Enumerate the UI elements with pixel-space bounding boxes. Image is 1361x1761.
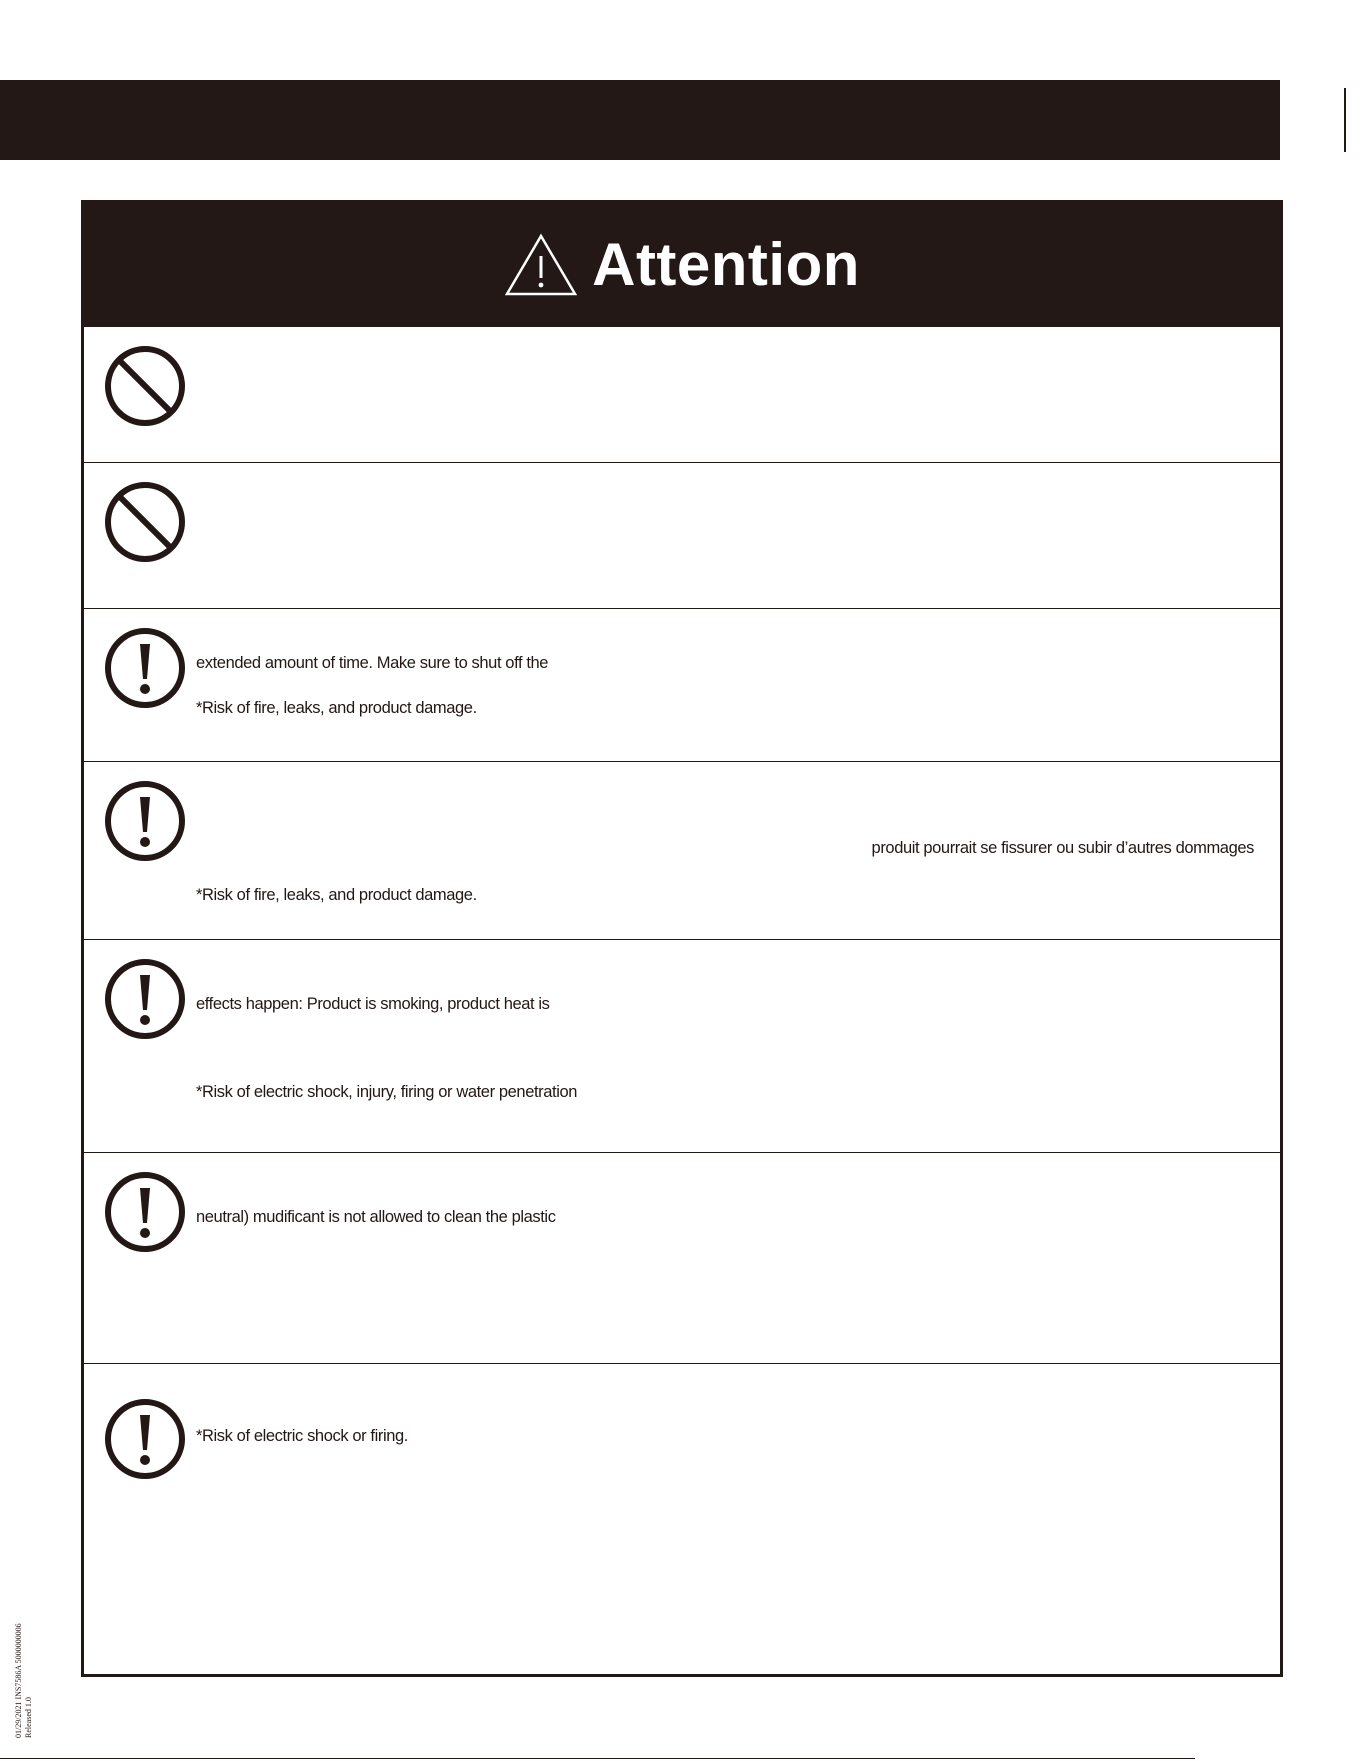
top-banner-bar [0, 80, 1280, 160]
bottom-rule [0, 1758, 1195, 1759]
risk-note: *Risk of fire, leaks, and product damage. [196, 886, 477, 904]
notice-row-4 [84, 762, 1280, 940]
risk-note: *Risk of electric shock, injury, firing or water penetration [196, 1083, 578, 1101]
document-code-note [14, 1623, 34, 1738]
prohibited-icon [104, 481, 186, 563]
risk-note: *Risk of electric shock or firing. [196, 1427, 408, 1445]
exclamation-circle-icon [104, 958, 186, 1040]
notice-row-7 [84, 1364, 1280, 1674]
page-edge-mark [1344, 88, 1346, 152]
notice-row-5 [84, 940, 1280, 1153]
notice-row-2 [84, 463, 1280, 609]
notice-text-line-french: produit pourrait se fissurer ou subir d’autres dommages [871, 839, 1254, 857]
prohibited-icon [104, 345, 186, 427]
exclamation-circle-icon [104, 780, 186, 862]
notice-row-3 [84, 609, 1280, 762]
panel-title: Attention [592, 231, 860, 298]
release-version: Released 1.0 [24, 1697, 33, 1738]
notice-text-line: effects happen: Product is smoking, product heat is [196, 995, 550, 1013]
notice-row-6 [84, 1153, 1280, 1364]
exclamation-circle-icon [104, 1171, 186, 1253]
notice-text-line: neutral) mudificant is not allowed to clean the plastic [196, 1208, 556, 1226]
risk-note: *Risk of fire, leaks, and product damage. [196, 699, 477, 717]
document-code: 01/29/2021 INS7586A 5000000006 [14, 1623, 23, 1738]
attention-panel [81, 200, 1283, 1677]
warning-triangle-icon [504, 232, 578, 298]
exclamation-circle-icon [104, 627, 186, 709]
notice-row-1 [84, 327, 1280, 463]
notice-text-line: extended amount of time. Make sure to shut off the [196, 654, 549, 672]
exclamation-circle-icon [104, 1398, 186, 1480]
attention-header [84, 203, 1280, 327]
